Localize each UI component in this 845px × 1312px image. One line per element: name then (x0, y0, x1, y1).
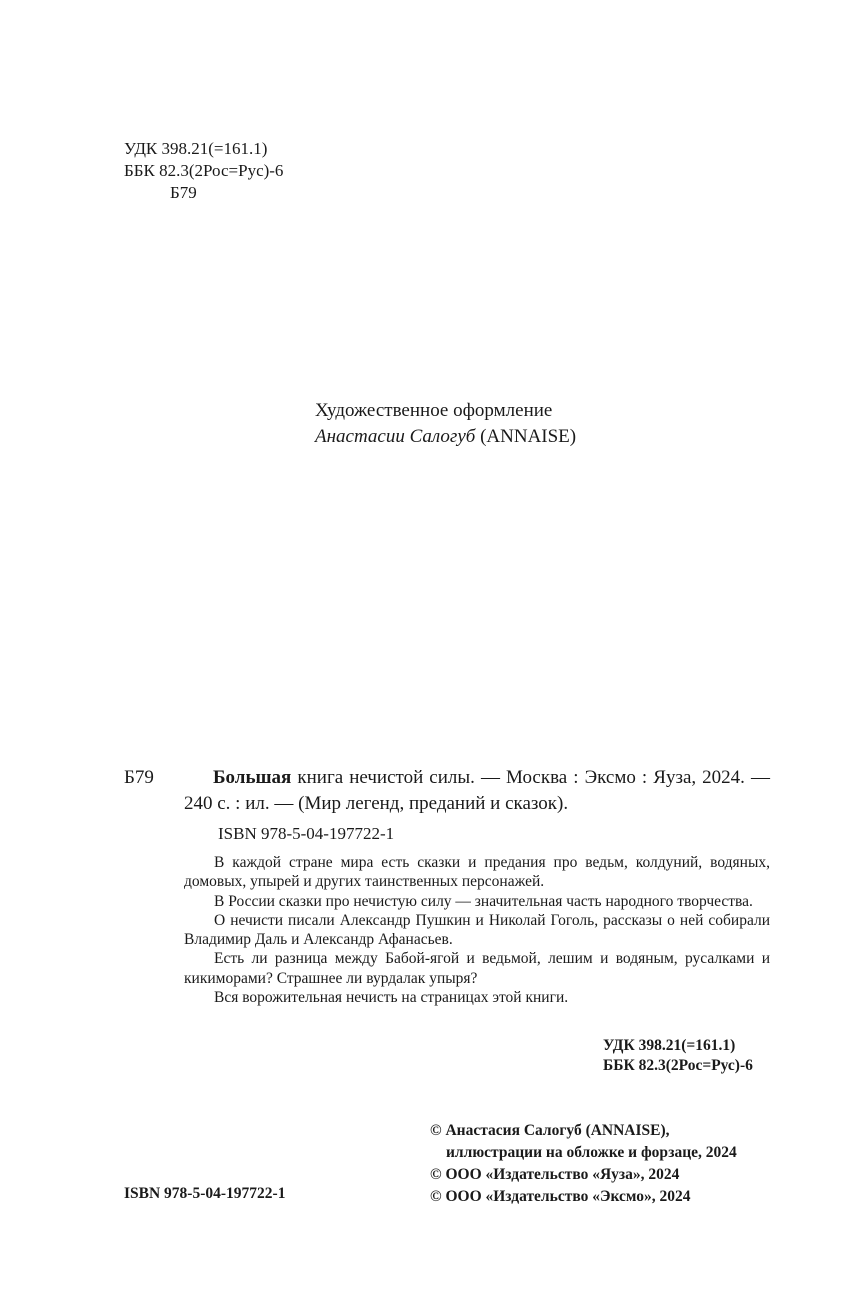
author-mark: Б79 (170, 183, 197, 202)
copyright-line: © ООО «Издательство «Эксмо», 2024 (430, 1188, 691, 1205)
design-credit-artist (315, 424, 576, 450)
annotation-paragraph: В России сказки про нечистую силу — значительная часть народного творчества. (214, 892, 753, 910)
copyright-line: © ООО «Издательство «Яуза», 2024 (430, 1166, 680, 1183)
annotation (184, 853, 770, 1007)
biblio-line-2: 240 с. : ил. — (Мир легенд, преданий и сказок). (184, 793, 569, 814)
copyright-line: © Анастасия Салогуб (ANNAISE), (430, 1122, 670, 1139)
udk-code: УДК 398.21(=161.1) (124, 139, 268, 158)
top-classification-block (124, 138, 283, 204)
bbk-code-bottom: ББК 82.3(2Рос=Рус)-6 (603, 1056, 753, 1074)
copyright-line: иллюстрации на обложке и форзаце, 2024 (446, 1144, 737, 1161)
bibliographic-description (184, 765, 770, 817)
isbn-bottom: ISBN 978-5-04-197722-1 (124, 1185, 286, 1202)
udk-code-bottom: УДК 398.21(=161.1) (603, 1037, 736, 1054)
design-credit (315, 398, 576, 450)
book-title-rest: книга нечистой силы. — Москва : Эксмо : Яуза, 2024. — (291, 767, 770, 788)
artist-pseudonym: (ANNAISE) (475, 426, 577, 447)
bottom-classification-block (603, 1036, 753, 1075)
book-title-bold: Большая (213, 767, 292, 788)
annotation-paragraph: Вся ворожительная нечисть на страницах этой книги. (214, 989, 569, 1007)
biblio-line-1 (213, 765, 770, 791)
bbk-code: ББК 82.3(2Рос=Рус)-6 (124, 161, 284, 180)
catalog-author-mark: Б79 (124, 767, 154, 788)
annotation-paragraph: В каждой стране мира есть сказки и предания про ведьм, колдуний, водяных, домовых, упырей и других таинственных персонажей. (184, 854, 770, 891)
artist-name: Анастасии Салогуб (315, 426, 476, 447)
annotation-paragraph: Есть ли разница между Бабой-ягой и ведьмой, лешим и водяным, русалками и кикиморами? Страшнее ли вурдалак упыря? (184, 950, 770, 987)
annotation-paragraph: О нечисти писали Александр Пушкин и Николай Гоголь, рассказы о ней собирали Владимир Даль и Александр Афанасьев. (184, 911, 770, 949)
copyright-block (430, 1120, 737, 1208)
design-credit-label: Художественное оформление (315, 400, 553, 421)
catalog-isbn: ISBN 978-5-04-197722-1 (218, 824, 395, 843)
